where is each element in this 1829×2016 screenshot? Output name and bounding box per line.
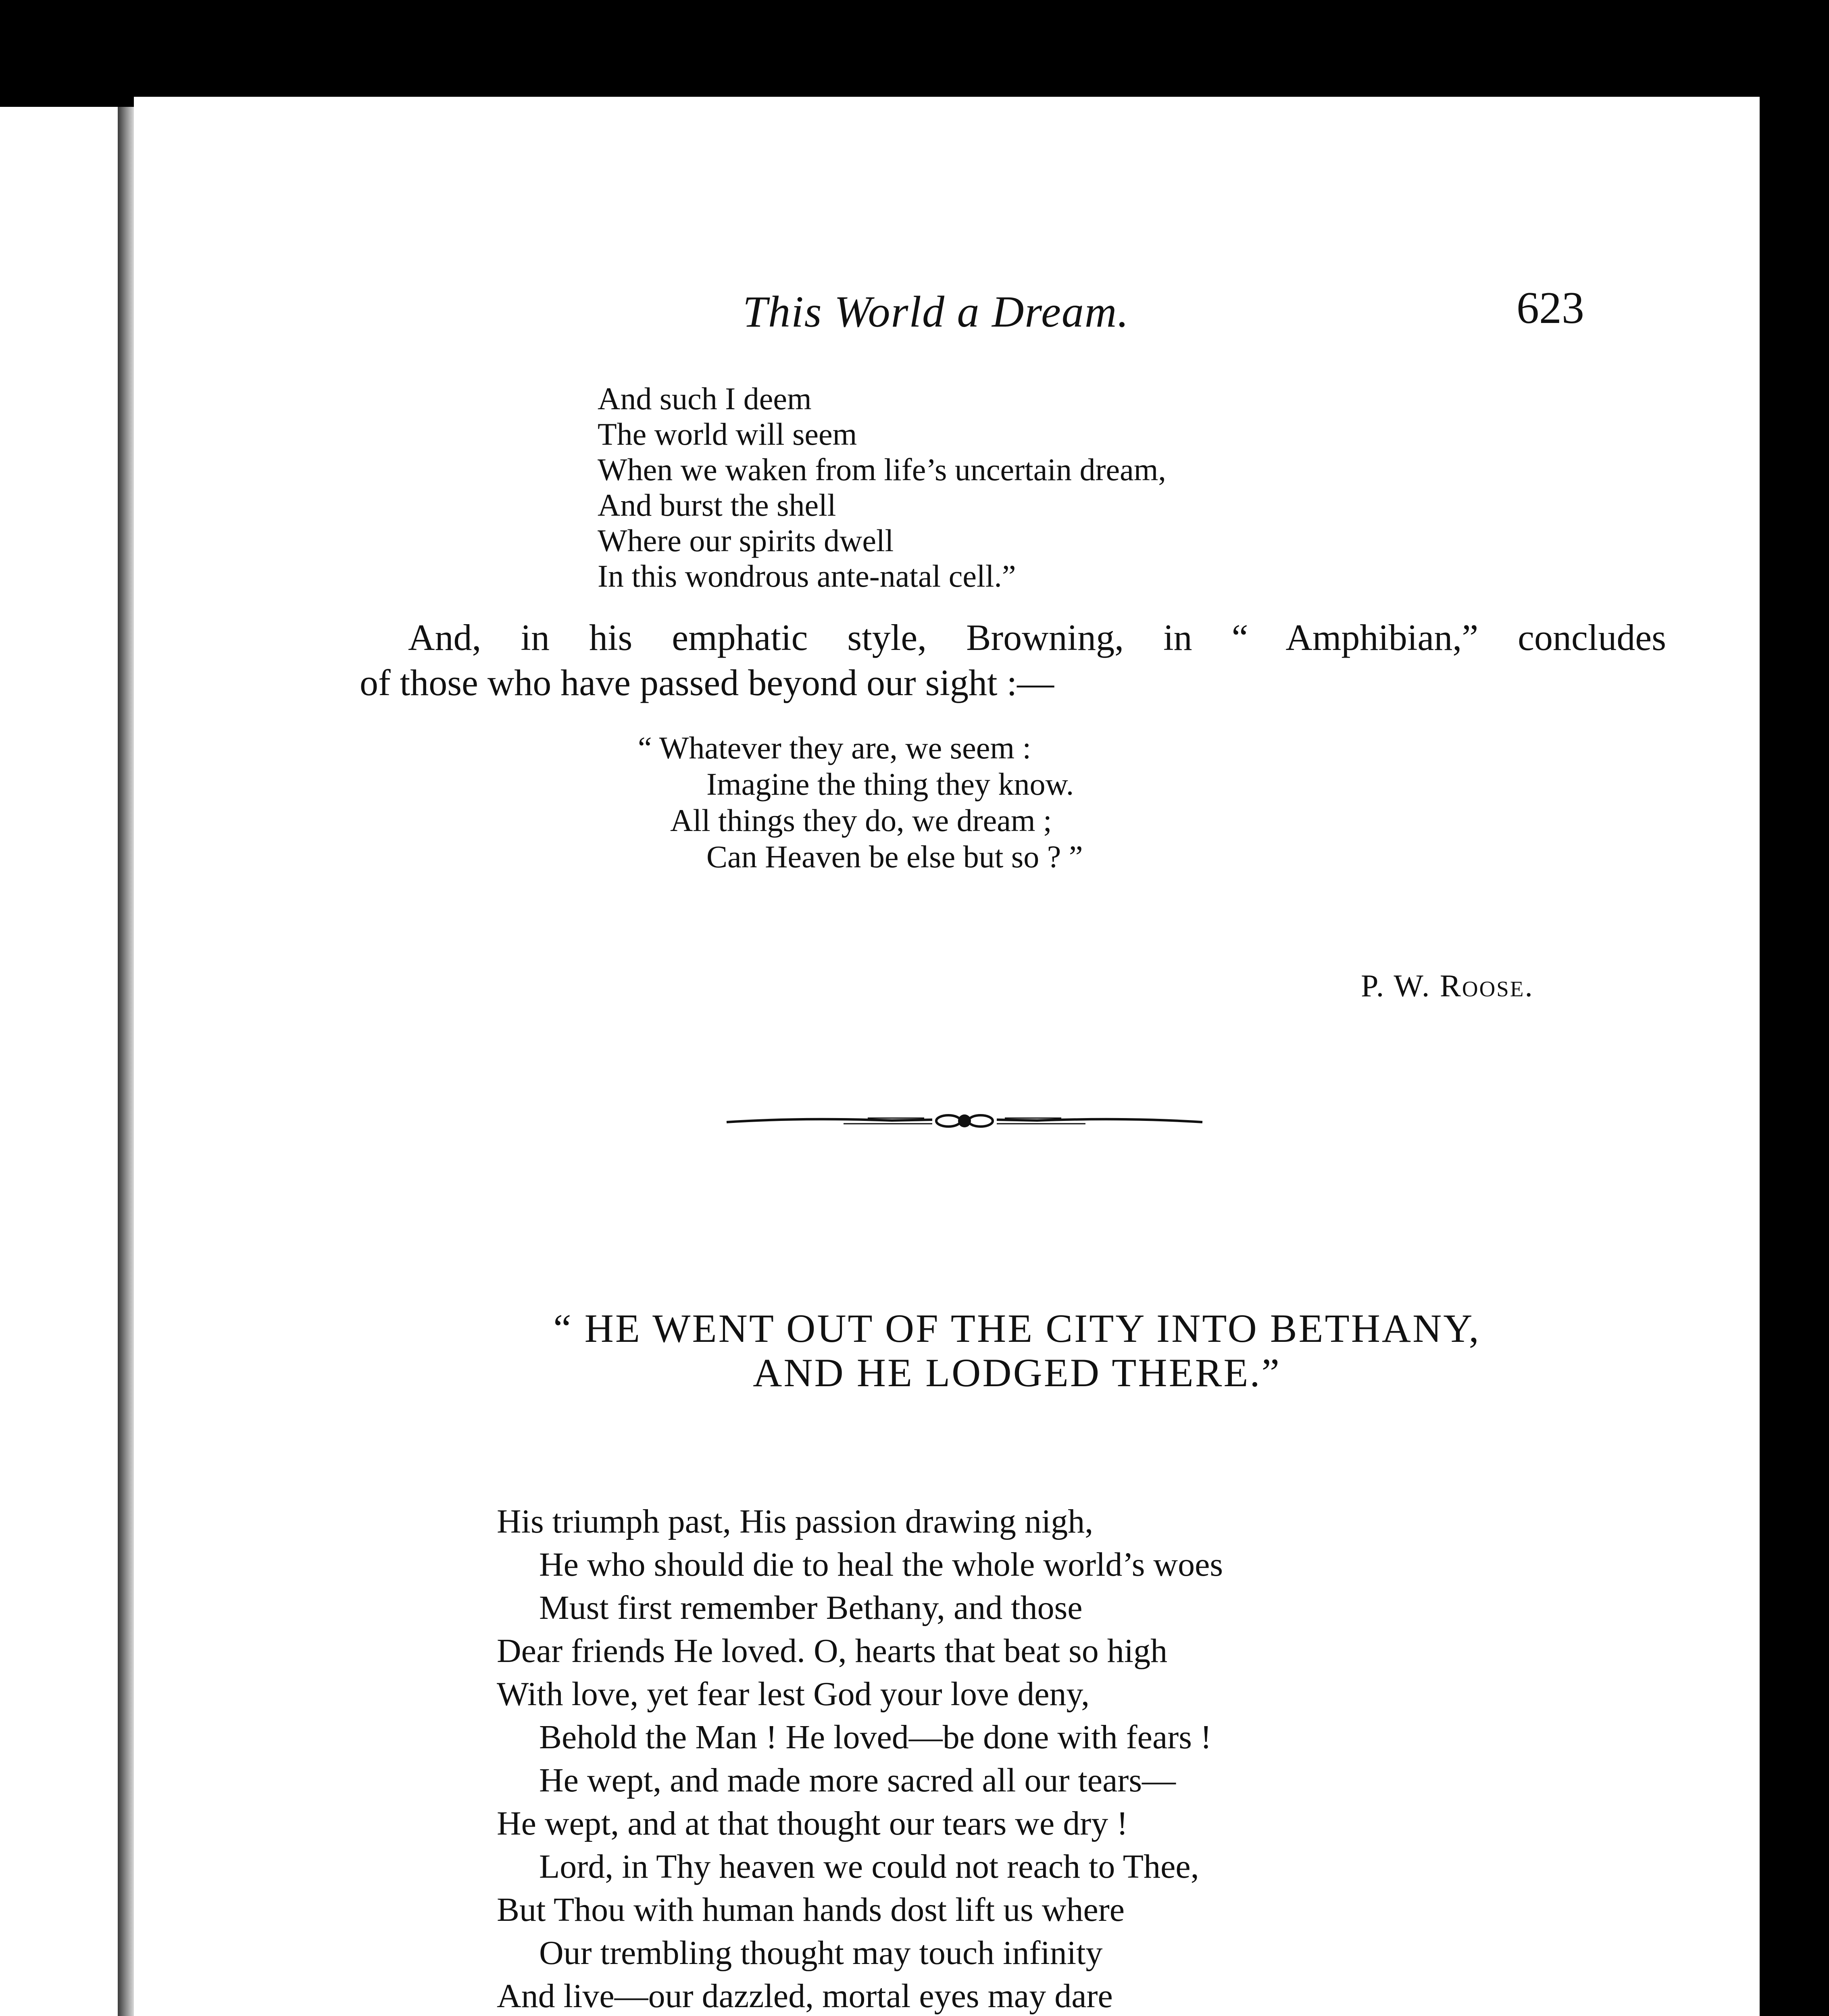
poem-line: Behold the Man ! He loved—be done with fears ! (539, 1718, 1212, 1756)
stanza-line: Where our spirits dwell (598, 523, 894, 558)
poem-title-line: “ HE WENT OUT OF THE CITY INTO BETHANY, (553, 1306, 1481, 1351)
quoted-stanza (598, 381, 1166, 594)
poem-line: And live—our dazzled, mortal eyes may dare (497, 1977, 1113, 2015)
stanza-line: And burst the shell (598, 487, 836, 523)
ornament-divider (723, 1103, 1206, 1139)
book-gutter (118, 107, 134, 2016)
poem-line: Lord, in Thy heaven we could not reach to Thee, (539, 1848, 1199, 1885)
book-page (134, 97, 1760, 2016)
quote-line: All things they do, we dream ; (670, 803, 1052, 838)
poem-title-line: AND HE LODGED THERE.” (753, 1350, 1281, 1395)
browning-quote (638, 730, 1083, 875)
poem-line: He wept, and made more sacred all our tears— (539, 1762, 1176, 1799)
poem-line: Dear friends He loved. O, hearts that beat so high (497, 1632, 1168, 1670)
poem-line: But Thou with human hands dost lift us where (497, 1891, 1125, 1929)
poem-line: His triumph past, His passion drawing nigh, (497, 1503, 1094, 1540)
paragraph-line: of those who have passed beyond our sight :— (360, 662, 1054, 703)
attribution: P. W. Roose. (1361, 968, 1534, 1003)
poem-title (360, 1306, 1674, 1395)
quote-line: Imagine the thing they know. (706, 766, 1074, 802)
poem-line: Must first remember Bethany, and those (539, 1589, 1083, 1627)
running-head: This World a Dream. (743, 287, 1129, 336)
poem-line: He who should die to heal the whole world’s woes (539, 1546, 1223, 1583)
poem-line: He wept, and at that thought our tears we dry ! (497, 1805, 1128, 1842)
body-paragraph (360, 615, 1666, 705)
stanza-line: When we waken from life’s uncertain dream, (598, 452, 1166, 487)
poem-body (497, 1500, 1246, 2016)
facing-page-edge (0, 107, 118, 2016)
page-number: 623 (1517, 283, 1584, 333)
stanza-line: The world will seem (598, 417, 857, 452)
stanza-line: And such I deem (598, 381, 812, 416)
paragraph-line: And, in his emphatic style, Browning, in “ Amphibian,” concludes (408, 617, 1666, 658)
poem-line: With love, yet fear lest God your love deny, (497, 1675, 1090, 1713)
quote-line: Can Heaven be else but so ? ” (706, 839, 1083, 874)
quote-line: “ Whatever they are, we seem : (638, 730, 1031, 765)
poem-line: Our trembling thought may touch infinity (539, 1934, 1103, 1972)
stanza-line: In this wondrous ante-natal cell.” (598, 558, 1016, 594)
